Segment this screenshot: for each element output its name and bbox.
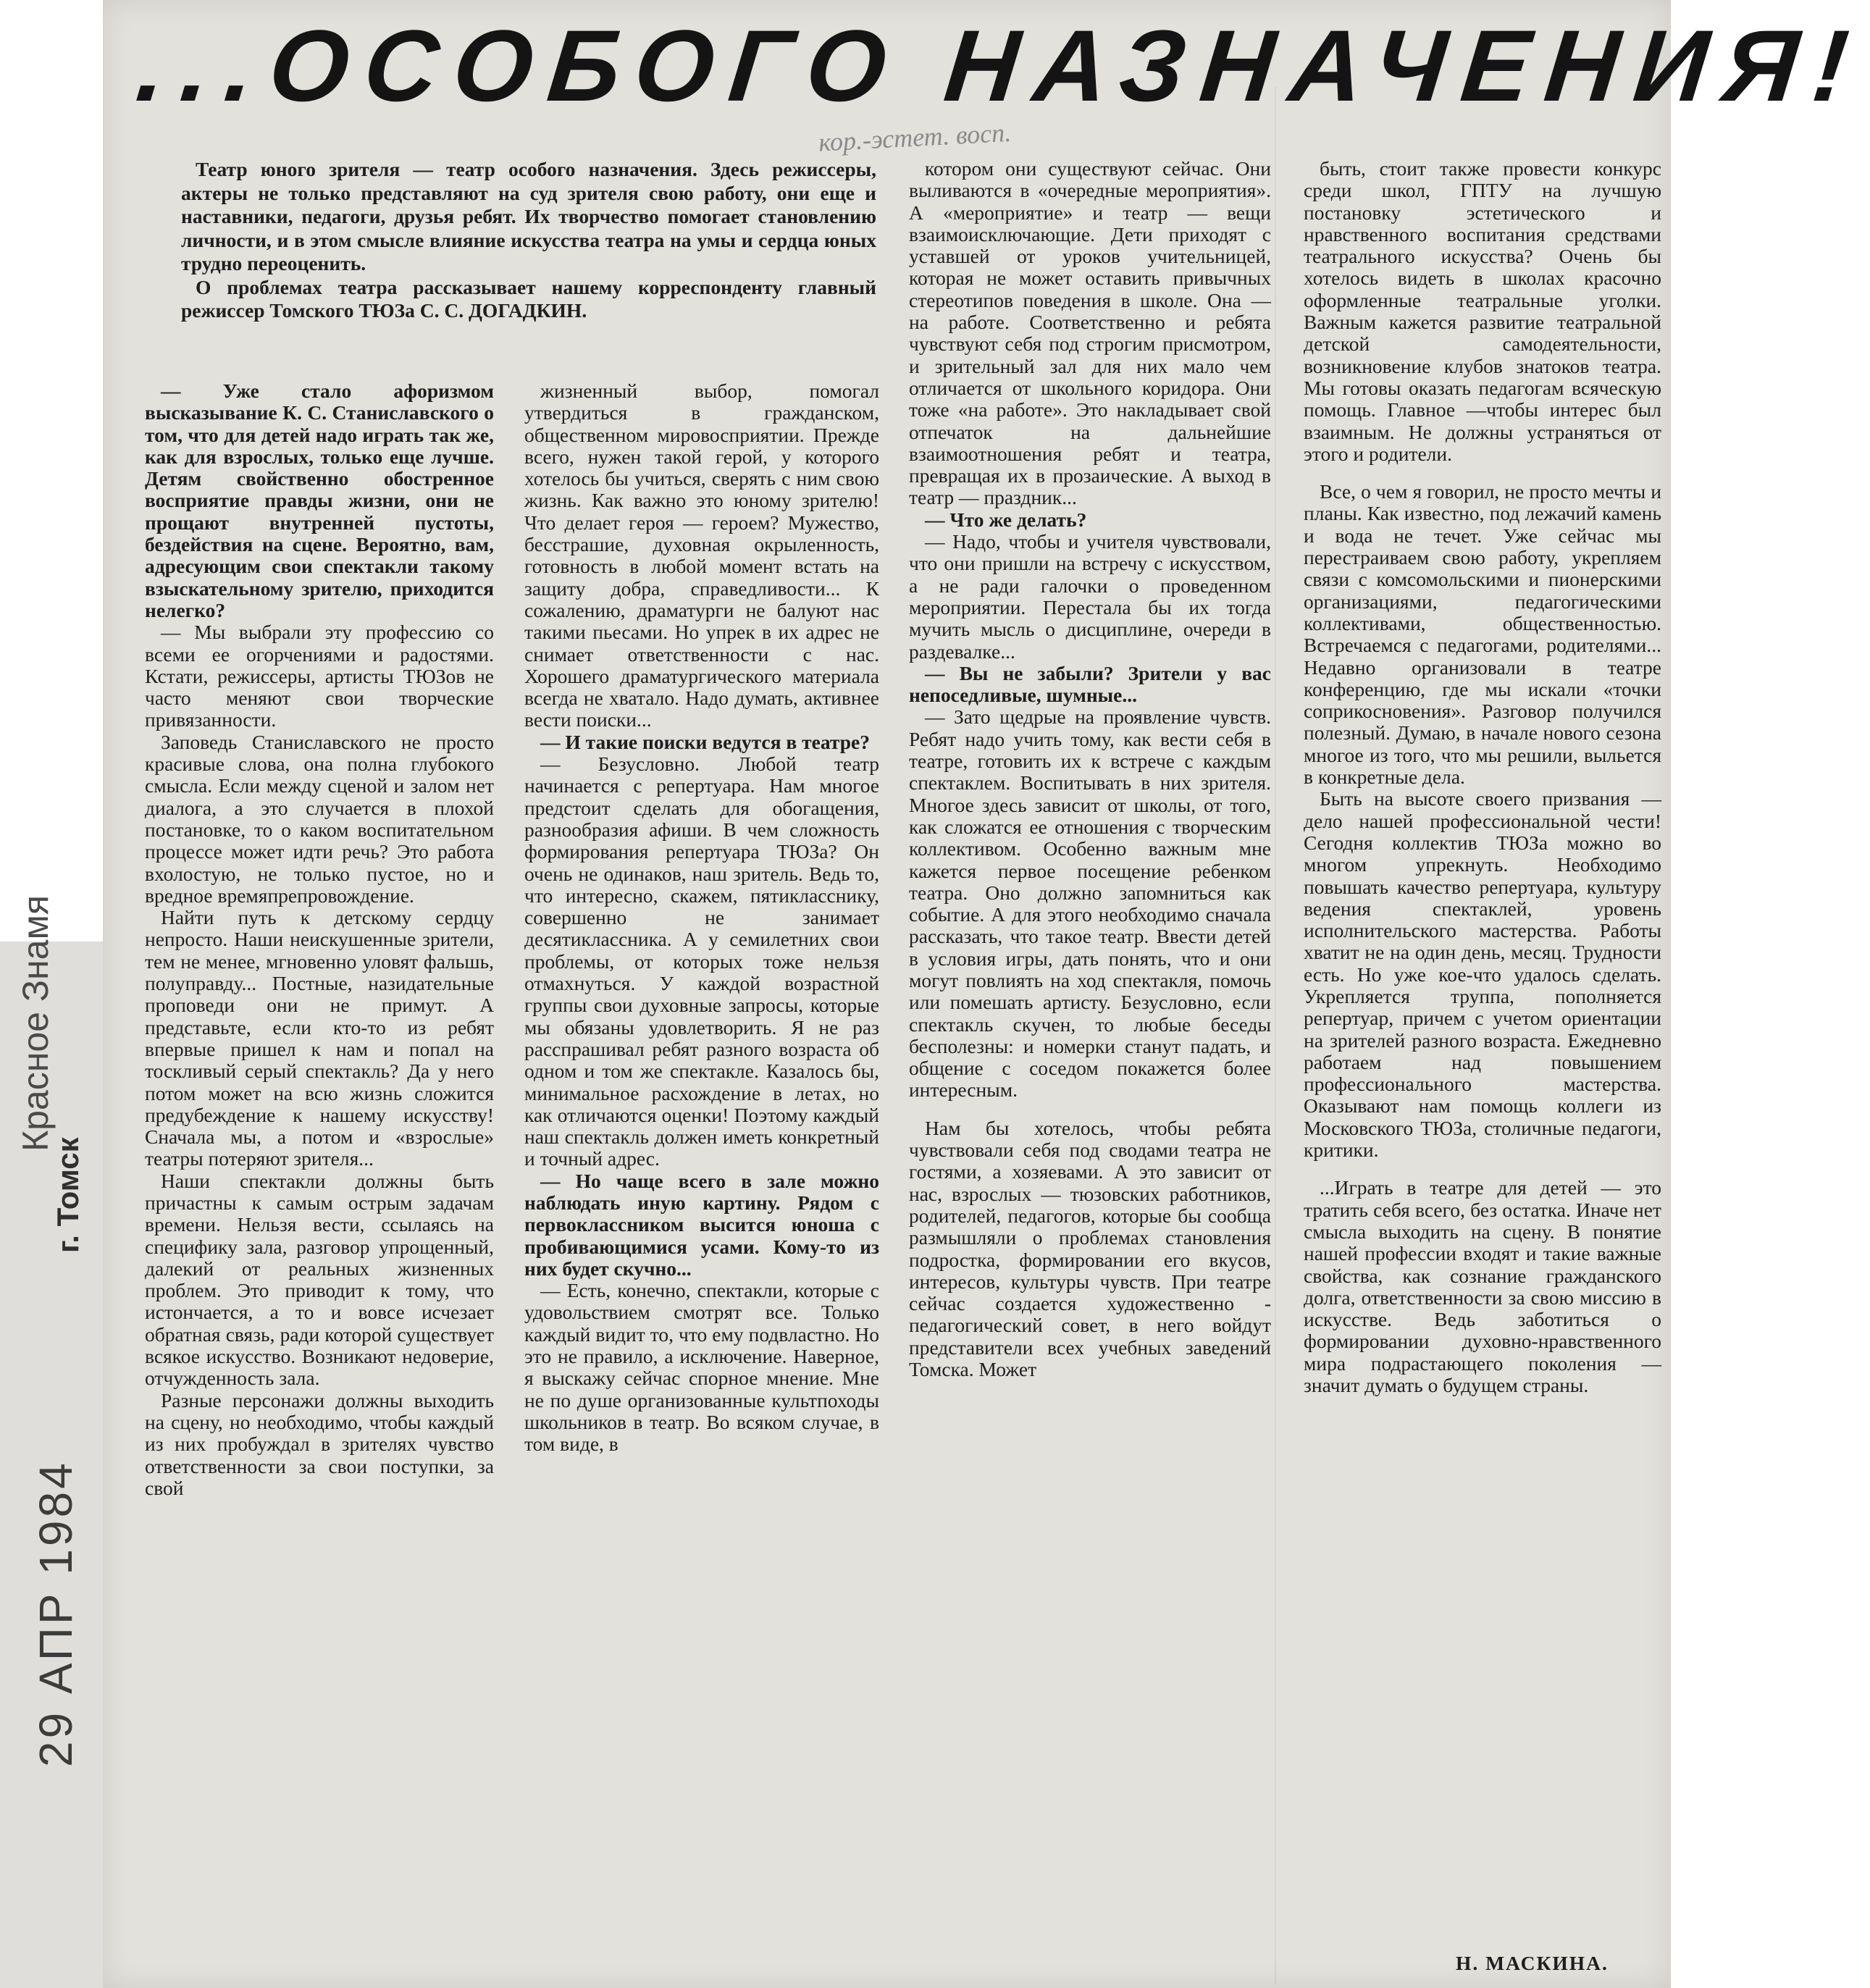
paragraph: Нам бы хотелось, чтобы ребята чувствовали себя под сводами театра не гостями, а хозяевами. А это зависит от нас, взрослых — тюзовских работников, родителей, педагогов, которые бы сообща размышляли о проблемах становления подростка, формировании его вкусов, интересов, культуры чувств. При театре сейчас создается художественно - педагогический совет, в него войдут представители всех учебных заведений Томска. Может <box>909 1116 1271 1381</box>
paragraph: Разные персонажи должны выходить на сцену, но необходимо, чтобы каждый из них пробуждал в зрителях чувство ответственности за свои поступки, за свой <box>145 1388 494 1499</box>
paragraph: Наши спектакли должны быть причастны к самым острым задачам времени. Нельзя вести, ссылаясь на специфику зала, разговор упрощенный, далекий от реальных жизненных проблем. Это приводит к тому, что истончается, а то и вовсе исчезает обратная связь, ради которой существует всякое искусство. Возникают недоверие, отчужденность зала. <box>145 1169 494 1390</box>
author-signature: Н. МАСКИНА. <box>1456 1952 1609 1974</box>
lead-paragraph <box>181 158 876 323</box>
paragraph: котором они существуют сейчас. Они выливаются в «очередные мероприятия». А «мероприятие» и театр — вещи взаимоисключающие. Дети приходят с уставшей от уроков учительницей, которая не может оставить привычных стереотипов поведения в школе. Она — на работе. Соответственно и ребята чувствуют себя под строгим присмотром, и зрительный зал для них мало чем отличается от школьного коридора. Они тоже «на работе». Это накладывает свой отпечаток на дальнейшие взаимоотношения ребят и театра, превращая их в прозаические. А выход в театр — праздник... <box>909 157 1271 509</box>
paragraph: ...Играть в театре для детей — это тратить себя всего, без остатка. Иначе нет смысла выходить на сцену. В понятие нашей профессии входят и такие важные свойства, как сознание гражданского долга, ответственности за свою миссию в искусстве. Ведь заботиться о формировании духовно-нравственного мира подрастающего поколения — значит думать о будущем страны. <box>1304 1176 1661 1397</box>
column-4 <box>1304 158 1661 1396</box>
paragraph: Заповедь Станиславского не просто красивые слова, она полна глубокого смысла. Если между сценой и залом нет диалога, а это случается в плохой постановке, то о каком воспитательном процессе может идти речь? Это работа вхолостую, не только пустое, но и вредное времяпрепровождение. <box>145 730 494 907</box>
paragraph: Найти путь к детскому сердцу непросто. Наши неискушенные зрители, тем не менее, мгновенно уловят фальшь, полуправду... Постные, назидательные проповеди они не примут. А представьте, если кто-то из ребят впервые пришел к нам и попал на тоскливый серый спектакль? Да у него потом может на всю жизнь сложится предубеждение к нашему искусству! Сначала мы, а потом и «взрослые» театры потеряют зрителя... <box>145 906 494 1170</box>
paragraph: жизненный выбор, помогал утвердиться в гражданском, общественном мировосприятии. Прежде всего, нужен такой герой, у которого хотелось бы учиться, сверять с ним свою жизнь. Как важно это юному зрителю! Что делает героя — героем? Мужество, бесстрашие, духовная окрыленность, готовность в любой момент встать на защиту добра, справедливости... К сожалению, драматурги не балуют нас такими пьесами. Но упрек в их адрес не снимает ответственности с нас. Хорошего драматургического материала всегда не хватало. Надо думать, активнее вести поиски... <box>524 379 879 731</box>
paragraph: — Безусловно. Любой театр начинается с репертуара. Нам многое предстоит сделать для обогащения, разнообразия афиши. В чем сложность формирования репертуара ТЮЗа? Он очень не одинаков, наш зритель. Ведь то, что интересно, скажем, пятикласснику, совершенно не занимает десятиклассника. А у семилетних свои проблемы, от которых тоже нельзя отмахнуться. У каждой возрастной группы свои духовные запросы, которые мы обязаны удовлетворить. Я не раз расспрашивал ребят разного возраста об одном и том же спектакле. Казалось бы, минимальное расхождение в летах, но как отличаются оценки! Поэтому каждый наш спектакль должен иметь конкретный и точный адрес. <box>524 752 879 1170</box>
lead-intro: Театр юного зрителя — театр особого назначения. Здесь режиссеры, актеры не только представляют на суд зрителя свою работу, они еще и наставники, педагоги, друзья ребят. Их творчество помогает становлению личности, и в этом смысле влияние искусства театра на умы и сердца юных трудно переоценить. <box>181 158 876 274</box>
paragraph: быть, стоит также провести конкурс среди школ, ГПТУ на лучшую постановку эстетического и нравственного воспитания средствами театрального искусства? Очень бы хотелось видеть в школах красочно оформленные театральные уголки. Важным кажется развитие театральной детской самодеятельности, возникновение клубов знатоков театра. Мы готовы оказать педагогам всяческую помощь. Главное —чтобы интерес был взаимным. Не должны устраняться от этого и родители. <box>1304 157 1661 465</box>
paper-fold-line <box>1275 87 1276 1984</box>
paragraph: Быть на высоте своего призвания — дело нашей профессиональной чести! Сегодня коллектив ТЮЗа можно во многом упрекнуть. Необходимо повышать качество репертуара, культуру ведения спектаклей, уровень исполнительского мастерства. Работы хватит не на один день, месяц. Трудности есть. Но уже кое-что удалось сделать. Укрепляется труппа, пополняется репертуар, причем с учетом ориентации на зрителей разного возраста. Ежедневно работаем над повышением профессионального мастерства. Оказывают нам помощь коллеги из Московского ТЮЗа, столичные педагоги, критики. <box>1304 787 1661 1162</box>
paragraph: Все, о чем я говорил, не просто мечты и планы. Как известно, под лежачий камень и вода не течет. Уже сейчас мы перестраиваем свою работу, укрепляем связи с комсомольскими и пионерскими организациями, педагогическими коллективами, общественностью. Встречаемся с педагогами, родителями... Недавно организовали в театре конференцию, где мы искали «точки соприкосновения». Разговор получился полезный. Думаю, в начале нового сезона многое из того, что мы решили, выльется в конкретные дела. <box>1304 480 1661 789</box>
question: — Но чаще всего в зале можно наблюдать иную картину. Рядом с первоклассником высится юноша с пробивающимися усами. Кому-то из них будет скучно... <box>524 1169 879 1280</box>
question: — Что же делать? <box>925 508 1087 531</box>
handwritten-note: кор.-эстет. восп. <box>818 117 1012 157</box>
column-1 <box>145 380 494 1499</box>
lead-interview-intro: О проблемах театра рассказывает нашему корреспонденту главный режиссер Томского ТЮЗа С. С. ДОГАДКИН. <box>181 275 876 322</box>
paragraph: — Есть, конечно, спектакли, которые с удовольствием смотрят все. Только каждый видит то, что ему подвластно. Но это не правило, а исключение. Наверное, я выскажу сейчас спорное мнение. Мне не по душе организованные культпоходы школьников в театр. Во всяком случае, в том виде, в <box>524 1279 879 1456</box>
headline: ...ОСОБОГО НАЗНАЧЕНИЯ! <box>131 9 1869 122</box>
stamp-city: г. Томск <box>51 1137 85 1253</box>
column-2 <box>524 380 879 1456</box>
stamp-paper: Красное Знамя <box>15 895 56 1152</box>
paragraph: — Надо, чтобы и учителя чувствовали, что они пришли на встречу с искусством, а не ради галочки о проведенном мероприятии. Перестала бы их тогда мучить мысль о дисциплине, очереди в раздевалке... <box>909 530 1271 663</box>
stamp-date: 29 АПР 1984 <box>30 1460 82 1767</box>
question: — Уже стало афоризмом высказывание К. С. Станиславского о том, что для детей надо играть так же, как для взрослых, только еще лучше. Детям свойственно обостренное восприятие правды жизни, они не прощают внутренней пустоты, бездействия на сцене. Вероятно, вам, адресующим свои спектакли такому взыскательному зрителю, приходится нелегко? <box>145 379 494 621</box>
question: — Вы не забыли? Зрители у вас непоседливые, шумные... <box>909 661 1271 707</box>
column-3 <box>909 158 1271 1380</box>
question: — И такие поиски ведутся в театре? <box>540 730 870 753</box>
paragraph: — Зато щедрые на проявление чувств. Ребят надо учить тому, как вести себя в театре, готовить их к встрече с каждым спектаклем. Воспитывать в них зрителя. Многое здесь зависит от школы, от того, как сложатся ее отношения с творческим коллективом. Особенно важным мне кажется первое посещение ребенком театра. Оно должно запомниться как событие. А для этого необходимо сначала рассказать, что такое театр. Ввести детей в условия игры, дать понять, что и они могут повлиять на ход спектакля, помочь или помешать артисту. Безусловно, если спектакль скучен, то любые беседы бесполезны: и номерки станут падать, и общение с соседом покажется более интересным. <box>909 705 1271 1102</box>
paragraph: — Мы выбрали эту профессию со всеми ее огорчениями и радостями. Кстати, режиссеры, артисты ТЮЗов не часто меняют свои творческие привязанности. <box>145 621 494 731</box>
